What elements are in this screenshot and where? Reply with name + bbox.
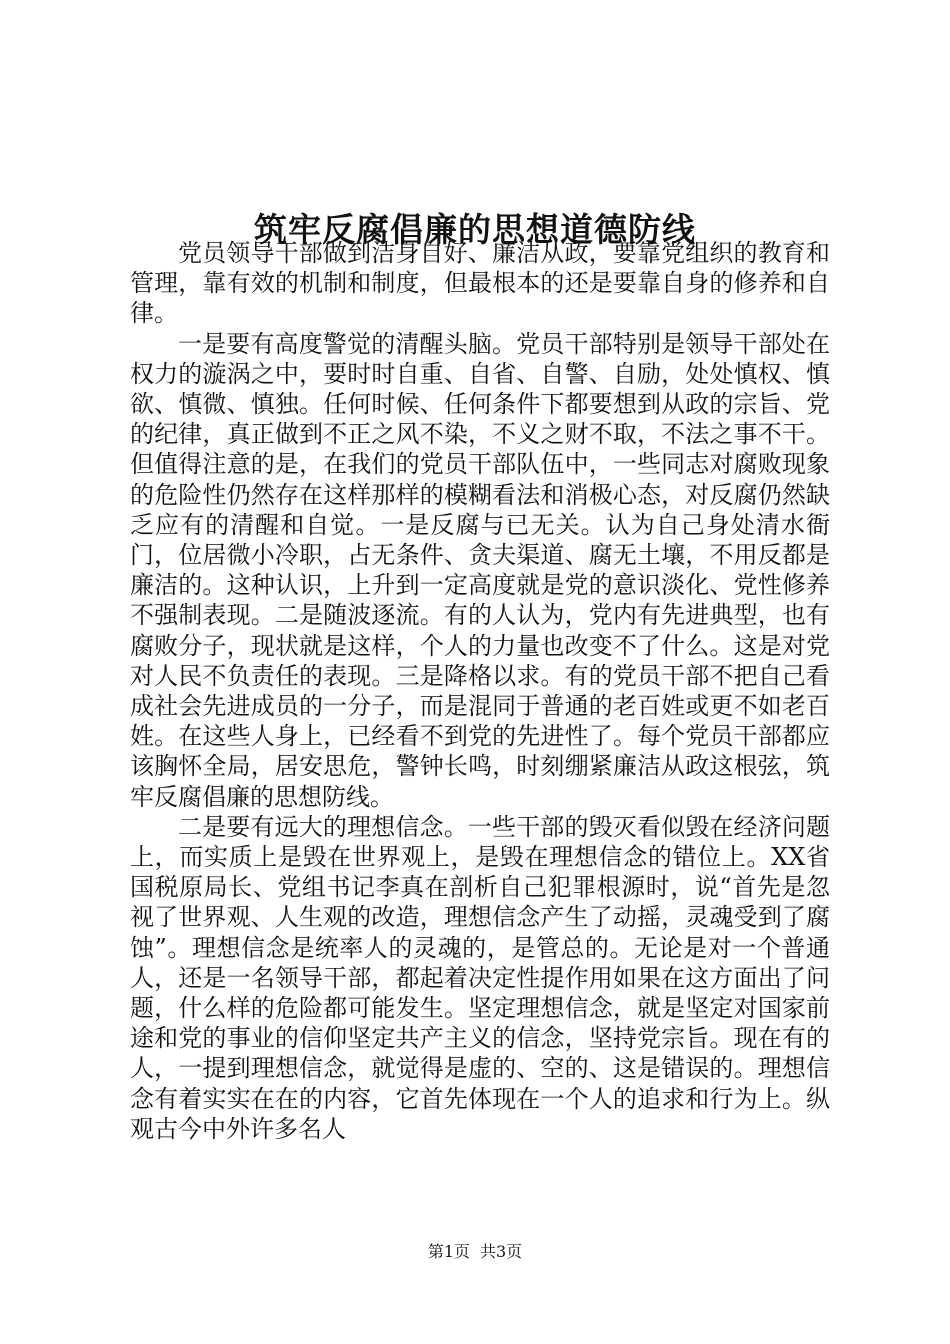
paragraph-point-one: 一是要有高度警觉的清醒头脑。党员干部特别是领导干部处在权力的漩涡之中，要时时自重、自省、自警、自励，处处慎权、慎欲、慎微、慎独。任何时候、任何条件下都要想到从政的宗旨、党的纪律，真正做到不正之风不染，不义之财不取，不法之事不干。但值得注意的是，在我们的党员干部队伍中，一些同志对腐败现象的危险性仍然存在这样那样的模糊看法和消极心态，对反腐仍然缺乏应有的清醒和自觉。一是反腐与已无关。认为自己身处清水衙门，位居微小冷职，占无条件、贪夫渠道、腐无土壤，不用反都是廉洁的。这种认识，上升到一定高度就是党的意识淡化、党性修养不强制表现。二是随波逐流。有的人认为，党内有先进典型，也有腐败分子，现状就是这样，个人的力量也改变不了什么。这是对党对人民不负责任的表现。三是降格以求。有的党员干部不把自己看成社会先进成员的一分子，而是混同于普通的老百姓或更不如老百姓。在这些人身上，已经看不到党的先进性了。每个党员干部都应该胸怀全局，居安思危，警钟长鸣，时刻绷紧廉洁从政这根弦，筑牢反腐倡廉的思想防线。 [130,329,830,811]
page-count: 共3页 [480,1242,523,1261]
paragraph-intro: 党员领导干部做到洁身自好、廉洁从政，要靠党组织的教育和管理，靠有效的机制和制度，但最根本的还是要靠自身的修养和自律。 [130,239,830,328]
paragraph-point-two: 二是要有远大的理想信念。一些干部的毁灭看似毁在经济问题上，而实质上是毁在世界观上，是毁在理想信念的错位上。XX省国税原局长、党组书记李真在剖析自己犯罪根源时，说“首先是忽视了世界观、人生观的改造，理想信念产生了动摇，灵魂受到了腐蚀”。理想信念是统率人的灵魂的，是管总的。无论是对一个普通人，还是一名领导干部，都起着决定性提作用如果在这方面出了问题，什么样的危险都可能发生。坚定理想信念，就是坚定对国家前途和党的事业的信仰坚定共产主义的信念，坚持党宗旨。现在有的人，一提到理想信念，就觉得是虚的、空的、这是错误的。理想信念有着实实在在的内容，它首先体现在一个人的追求和行为上。纵观古今中外许多名人 [130,812,830,1143]
page-footer [0,1242,950,1262]
document-title: 筑牢反腐倡廉的思想道德防线 [254,210,696,250]
document-body [130,238,830,1144]
page-number: 第1页 [427,1242,470,1261]
